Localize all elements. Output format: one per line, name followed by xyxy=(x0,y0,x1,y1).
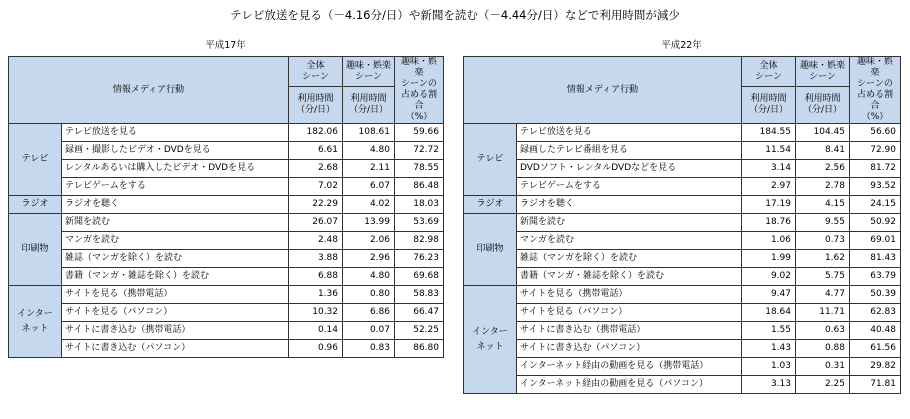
share-cell: 52.25 xyxy=(395,322,444,340)
table-row xyxy=(464,358,901,376)
category-cell: ラジオ xyxy=(9,196,62,214)
hobby-scene-cell: 2.78 xyxy=(796,178,850,196)
item-cell: 録画したテレビ番組を見る xyxy=(517,142,742,160)
item-cell: サイトを見る（携帯電話） xyxy=(517,286,742,304)
share-cell: 58.83 xyxy=(395,286,444,304)
hobby-scene-cell: 11.71 xyxy=(796,304,850,322)
table-row xyxy=(9,142,444,160)
table-row xyxy=(464,160,901,178)
table-row xyxy=(464,214,901,232)
header-share: 趣味・娯楽 シーンの 占める割合 （%） xyxy=(395,57,444,124)
hobby-scene-cell: 6.07 xyxy=(343,178,395,196)
share-cell: 81.72 xyxy=(850,160,901,178)
item-cell: サイトに書き込む（パソコン） xyxy=(62,340,289,358)
table-row xyxy=(464,178,901,196)
all-scene-cell: 3.13 xyxy=(742,376,796,394)
all-scene-cell: 1.55 xyxy=(742,322,796,340)
table-row xyxy=(9,322,444,340)
hobby-scene-cell: 4.15 xyxy=(796,196,850,214)
all-scene-cell: 17.19 xyxy=(742,196,796,214)
year-label-h22: 平成22年 xyxy=(661,40,702,51)
category-cell: インター ネット xyxy=(9,286,62,358)
table-body-h22 xyxy=(464,124,901,394)
hobby-scene-cell: 9.55 xyxy=(796,214,850,232)
item-cell: 新聞を読む xyxy=(62,214,289,232)
item-cell: マンガを読む xyxy=(517,232,742,250)
share-cell: 72.72 xyxy=(395,142,444,160)
table-row xyxy=(9,304,444,322)
share-cell: 53.69 xyxy=(395,214,444,232)
header-usage-time: 利用時間 （分/日） xyxy=(742,87,796,124)
share-cell: 76.23 xyxy=(395,250,444,268)
item-cell: サイトを見る（携帯電話） xyxy=(62,286,289,304)
item-cell: テレビ放送を見る xyxy=(517,124,742,142)
all-scene-cell: 18.76 xyxy=(742,214,796,232)
item-cell: ラジオを聴く xyxy=(517,196,742,214)
all-scene-cell: 0.14 xyxy=(289,322,343,340)
category-cell: テレビ xyxy=(9,124,62,196)
all-scene-cell: 1.06 xyxy=(742,232,796,250)
usage-table-h22 xyxy=(463,56,901,394)
share-cell: 86.80 xyxy=(395,340,444,358)
all-scene-cell: 1.43 xyxy=(742,340,796,358)
hobby-scene-cell: 2.25 xyxy=(796,376,850,394)
share-cell: 72.90 xyxy=(850,142,901,160)
all-scene-cell: 1.36 xyxy=(289,286,343,304)
item-cell: 書籍（マンガ・雑誌を除く）を読む xyxy=(517,268,742,286)
item-cell: インターネット経由の動画を見る（携帯電話） xyxy=(517,358,742,376)
share-cell: 81.43 xyxy=(850,250,901,268)
category-cell: ラジオ xyxy=(464,196,517,214)
table-row xyxy=(464,250,901,268)
share-cell: 66.47 xyxy=(395,304,444,322)
all-scene-cell: 6.88 xyxy=(289,268,343,286)
table-row xyxy=(9,196,444,214)
hobby-scene-cell: 2.56 xyxy=(796,160,850,178)
header-hobby-scene: 趣味・娯楽 シーン xyxy=(343,57,395,87)
share-cell: 18.03 xyxy=(395,196,444,214)
table-row xyxy=(9,178,444,196)
item-cell: サイトに書き込む（パソコン） xyxy=(517,340,742,358)
all-scene-cell: 3.88 xyxy=(289,250,343,268)
hobby-scene-cell: 0.88 xyxy=(796,340,850,358)
share-cell: 50.39 xyxy=(850,286,901,304)
item-cell: サイトに書き込む（携帯電話） xyxy=(517,322,742,340)
all-scene-cell: 9.02 xyxy=(742,268,796,286)
usage-table-h17 xyxy=(8,56,444,358)
item-cell: テレビゲームをする xyxy=(62,178,289,196)
share-cell: 71.81 xyxy=(850,376,901,394)
hobby-scene-cell: 13.99 xyxy=(343,214,395,232)
all-scene-cell: 2.68 xyxy=(289,160,343,178)
header-usage-time: 利用時間 （分/日） xyxy=(796,87,850,124)
share-cell: 63.79 xyxy=(850,268,901,286)
table-row xyxy=(464,124,901,142)
all-scene-cell: 10.32 xyxy=(289,304,343,322)
hobby-scene-cell: 4.80 xyxy=(343,142,395,160)
share-cell: 82.98 xyxy=(395,232,444,250)
item-cell: テレビゲームをする xyxy=(517,178,742,196)
share-cell: 69.68 xyxy=(395,268,444,286)
header-all-scene: 全体 シーン xyxy=(289,57,343,87)
table-row xyxy=(9,124,444,142)
hobby-scene-cell: 0.83 xyxy=(343,340,395,358)
header-activity: 情報メディア行動 xyxy=(464,57,742,124)
hobby-scene-cell: 0.31 xyxy=(796,358,850,376)
page-title: テレビ放送を見る（－4.16分/日）や新聞を読む（－4.44分/日）などで利用時間が減少 xyxy=(230,8,680,22)
hobby-scene-cell: 4.02 xyxy=(343,196,395,214)
table-row xyxy=(9,250,444,268)
table-panel-h22 xyxy=(463,40,900,394)
table-row xyxy=(9,214,444,232)
hobby-scene-cell: 1.62 xyxy=(796,250,850,268)
table-row xyxy=(9,232,444,250)
table-body-h17 xyxy=(9,124,444,358)
share-cell: 24.15 xyxy=(850,196,901,214)
item-cell: 雑誌（マンガを除く）を読む xyxy=(62,250,289,268)
table-row xyxy=(9,340,444,358)
hobby-scene-cell: 6.86 xyxy=(343,304,395,322)
share-cell: 78.55 xyxy=(395,160,444,178)
category-cell: インター ネット xyxy=(464,286,517,394)
table-row xyxy=(464,322,901,340)
category-cell: 印刷物 xyxy=(9,214,62,286)
hobby-scene-cell: 0.73 xyxy=(796,232,850,250)
all-scene-cell: 184.55 xyxy=(742,124,796,142)
hobby-scene-cell: 2.96 xyxy=(343,250,395,268)
all-scene-cell: 2.97 xyxy=(742,178,796,196)
share-cell: 50.92 xyxy=(850,214,901,232)
table-row xyxy=(464,142,901,160)
share-cell: 69.01 xyxy=(850,232,901,250)
hobby-scene-cell: 2.06 xyxy=(343,232,395,250)
all-scene-cell: 9.47 xyxy=(742,286,796,304)
all-scene-cell: 26.07 xyxy=(289,214,343,232)
header-usage-time: 利用時間 （分/日） xyxy=(289,87,343,124)
header-share: 趣味・娯楽 シーンの 占める割合 （%） xyxy=(850,57,901,124)
hobby-scene-cell: 5.75 xyxy=(796,268,850,286)
all-scene-cell: 2.48 xyxy=(289,232,343,250)
category-cell: 印刷物 xyxy=(464,214,517,286)
header-all-scene: 全体 シーン xyxy=(742,57,796,87)
table-panel-h17 xyxy=(8,40,443,358)
table-row xyxy=(464,268,901,286)
category-cell: テレビ xyxy=(464,124,517,196)
hobby-scene-cell: 0.80 xyxy=(343,286,395,304)
share-cell: 61.56 xyxy=(850,340,901,358)
table-row xyxy=(9,268,444,286)
share-cell: 40.48 xyxy=(850,322,901,340)
table-row xyxy=(9,160,444,178)
all-scene-cell: 18.64 xyxy=(742,304,796,322)
table-row xyxy=(464,196,901,214)
table-row xyxy=(464,376,901,394)
all-scene-cell: 1.03 xyxy=(742,358,796,376)
hobby-scene-cell: 104.45 xyxy=(796,124,850,142)
all-scene-cell: 0.96 xyxy=(289,340,343,358)
hobby-scene-cell: 2.11 xyxy=(343,160,395,178)
hobby-scene-cell: 4.77 xyxy=(796,286,850,304)
all-scene-cell: 22.29 xyxy=(289,196,343,214)
all-scene-cell: 182.06 xyxy=(289,124,343,142)
table-row xyxy=(9,286,444,304)
all-scene-cell: 11.54 xyxy=(742,142,796,160)
item-cell: レンタルあるいは購入したビデオ・DVDを見る xyxy=(62,160,289,178)
share-cell: 86.48 xyxy=(395,178,444,196)
header-usage-time: 利用時間 （分/日） xyxy=(343,87,395,124)
hobby-scene-cell: 0.63 xyxy=(796,322,850,340)
item-cell: 雑誌（マンガを除く）を読む xyxy=(517,250,742,268)
table-row xyxy=(464,304,901,322)
item-cell: インターネット経由の動画を見る（パソコン） xyxy=(517,376,742,394)
all-scene-cell: 3.14 xyxy=(742,160,796,178)
table-row xyxy=(464,232,901,250)
all-scene-cell: 1.99 xyxy=(742,250,796,268)
item-cell: 録画・撮影したビデオ・DVDを見る xyxy=(62,142,289,160)
item-cell: サイトを見る（パソコン） xyxy=(517,304,742,322)
share-cell: 29.82 xyxy=(850,358,901,376)
header-hobby-scene: 趣味・娯楽 シーン xyxy=(796,57,850,87)
item-cell: サイトを見る（パソコン） xyxy=(62,304,289,322)
hobby-scene-cell: 4.80 xyxy=(343,268,395,286)
item-cell: テレビ放送を見る xyxy=(62,124,289,142)
item-cell: サイトに書き込む（携帯電話） xyxy=(62,322,289,340)
item-cell: マンガを読む xyxy=(62,232,289,250)
table-row xyxy=(464,340,901,358)
share-cell: 62.83 xyxy=(850,304,901,322)
hobby-scene-cell: 8.41 xyxy=(796,142,850,160)
year-label-h17: 平成17年 xyxy=(205,40,246,51)
share-cell: 93.52 xyxy=(850,178,901,196)
item-cell: ラジオを聴く xyxy=(62,196,289,214)
hobby-scene-cell: 108.61 xyxy=(343,124,395,142)
header-activity: 情報メディア行動 xyxy=(9,57,289,124)
item-cell: 新聞を読む xyxy=(517,214,742,232)
hobby-scene-cell: 0.07 xyxy=(343,322,395,340)
item-cell: DVDソフト・レンタルDVDなどを見る xyxy=(517,160,742,178)
all-scene-cell: 6.61 xyxy=(289,142,343,160)
item-cell: 書籍（マンガ・雑誌を除く）を読む xyxy=(62,268,289,286)
share-cell: 56.60 xyxy=(850,124,901,142)
table-row xyxy=(464,286,901,304)
all-scene-cell: 7.02 xyxy=(289,178,343,196)
share-cell: 59.66 xyxy=(395,124,444,142)
